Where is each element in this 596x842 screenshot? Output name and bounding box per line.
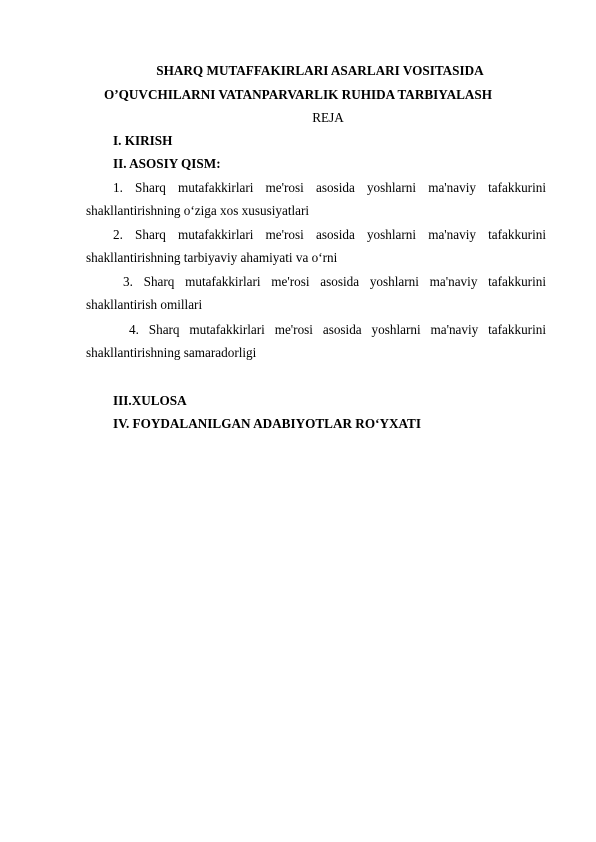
section-intro-numeral: I: [113, 133, 119, 148]
section-intro-title: . KIRISH: [118, 133, 173, 148]
plan-item-4-line-2: shakllantirishning samaradorligi: [86, 345, 257, 360]
plan-item-1-line-2: shakllantirishning o‘ziga xos xususiyatlari: [86, 203, 310, 218]
plan-item-2-line-1: 2. Sharq mutafakkirlari me'rosi asosida yoshlarni ma'naviy tafakkurini: [113, 227, 546, 242]
title-line-1: SHARQ MUTAFFAKIRLARI ASARLARI VOSITASIDA: [156, 63, 484, 78]
section-intro: [113, 133, 172, 149]
plan-label: REJA: [312, 110, 344, 125]
section-references: IV. FOYDALANILGAN ADABIYOTLAR RO‘YXATI: [113, 416, 421, 431]
plan-item-3-line-1: 3. Sharq mutafakkirlari me'rosi asosida yoshlarni ma'naviy tafakkurini: [123, 274, 546, 289]
section-conclusion: III.XULOSA: [113, 393, 187, 408]
plan-item-3-line-2: shakllantirish omillari: [86, 297, 203, 312]
plan-item-1-line-1: 1. Sharq mutafakkirlari me'rosi asosida yoshlarni ma'naviy tafakkurini: [113, 180, 546, 195]
plan-item-4-line-1: 4. Sharq mutafakkirlari me'rosi asosida yoshlarni ma'naviy tafakkurini: [129, 322, 546, 337]
plan-item-2-line-2: shakllantirishning tarbiyaviy ahamiyati va o‘rni: [86, 250, 338, 265]
title-line-2: O’QUVCHILARNI VATANPARVARLIK RUHIDA TARBIYALASH: [104, 87, 493, 102]
section-main: II. ASOSIY QISM:: [113, 156, 221, 171]
